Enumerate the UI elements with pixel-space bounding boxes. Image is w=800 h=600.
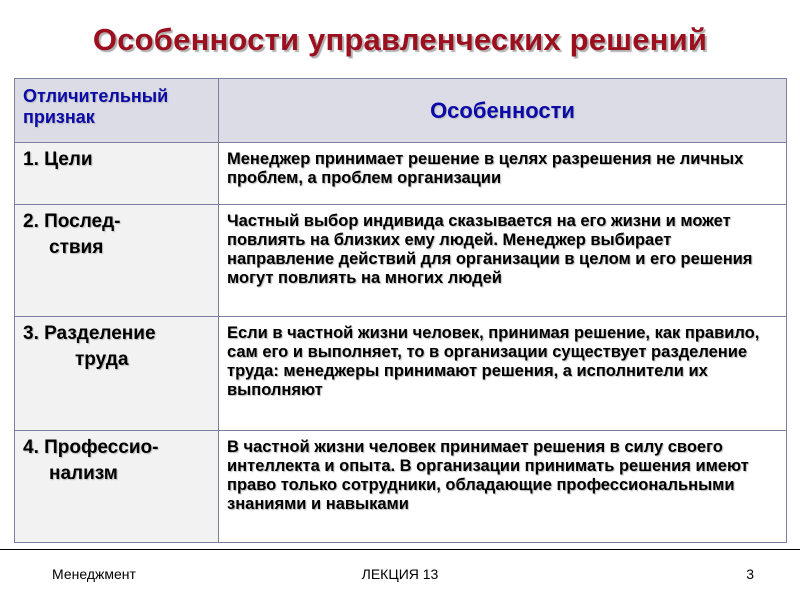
row-sign-division-of-labor	[15, 317, 219, 431]
sign-line: 1. Цели	[23, 149, 93, 170]
features-table	[14, 78, 787, 543]
sign-line: труда	[75, 349, 129, 370]
table-row	[15, 205, 787, 317]
footer-lecture: ЛЕКЦИЯ 13	[361, 566, 439, 582]
slide-title: Особенности управленческих решений	[92, 22, 708, 57]
table-row	[15, 431, 787, 543]
sign-line: нализм	[49, 463, 118, 484]
row-description-goals: Менеджер принимает решение в целях разрешения не личных проблем, а проблем организации	[219, 143, 787, 205]
row-sign-consequences	[15, 205, 219, 317]
footer-course: Менеджмент	[52, 566, 136, 582]
sign-line: 2. Послед-	[23, 211, 121, 232]
row-sign-goals	[15, 143, 219, 205]
footer-divider	[0, 549, 800, 550]
table-row	[15, 317, 787, 431]
row-description-professionalism: В частной жизни человек принимает решения в силу своего интеллекта и опыта. В организации принимать решения имеют право только сотрудники, обладающие профессиональными знаниями и навыками	[219, 431, 787, 543]
sign-line: 3. Разделение	[23, 323, 156, 344]
row-sign-professionalism	[15, 431, 219, 543]
row-description-consequences: Частный выбор индивида сказывается на его жизни и может повлиять на близких ему людей. Менеджер выбирает направление действий для организации в целом и его решения могут повлиять на многих людей	[219, 205, 787, 317]
table-header-row	[15, 79, 787, 143]
header-sign: Отличительный признак	[15, 79, 219, 143]
table-row	[15, 143, 787, 205]
sign-line: 4. Профессио-	[23, 437, 159, 458]
sign-line: ствия	[49, 237, 104, 258]
row-description-division-of-labor: Если в частной жизни человек, принимая решение, как правило, сам его и выполняет, то в организации существует разделение труда: менеджеры принимают решения, а исполнители их выполняют	[219, 317, 787, 431]
header-features: Особенности	[219, 79, 787, 143]
footer-page-number: 3	[746, 566, 754, 582]
